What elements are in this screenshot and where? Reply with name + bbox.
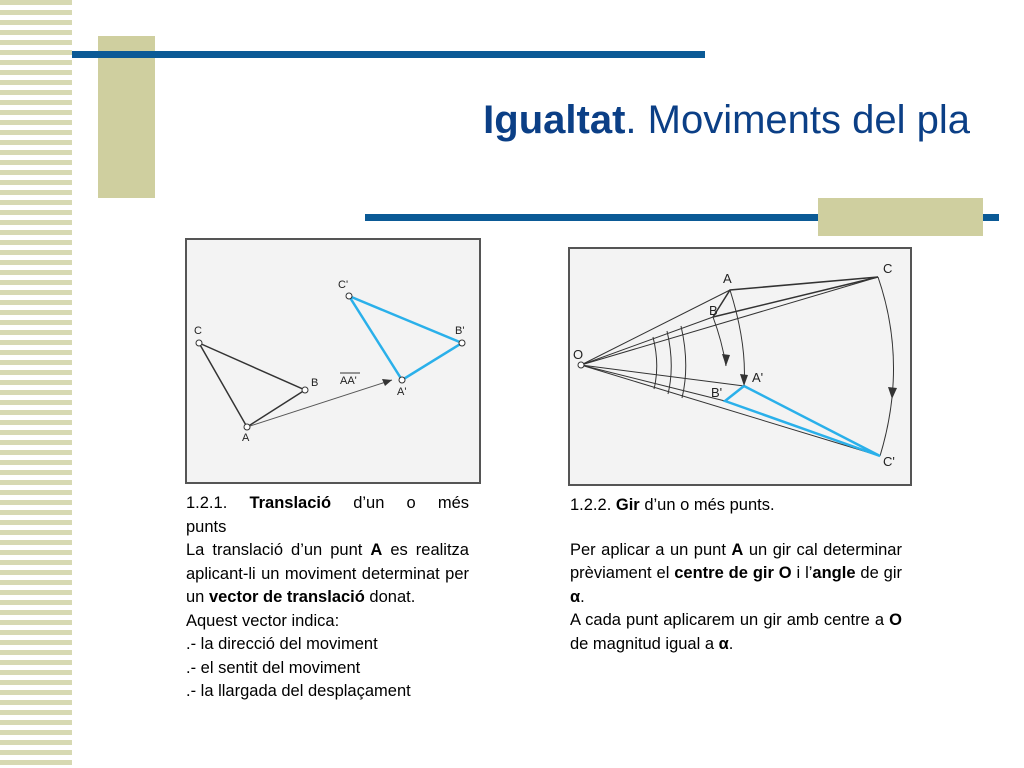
list-item: .- el sentit del moviment (186, 658, 361, 677)
arrow-c (888, 387, 897, 399)
list-item: .- la direcció del moviment (186, 635, 378, 653)
title-rest: . Moviments del pla (625, 98, 970, 142)
rotation-text (570, 494, 902, 656)
label-o: O (573, 347, 584, 362)
translation-heading: 1.2.1. Translació d’un o més (186, 494, 470, 512)
translation-paragraph: La translació d’un punt A es realitza aplicant-li un moviment determinat per un vector de translació donat. (186, 541, 469, 606)
left-stripe-decoration (0, 0, 72, 768)
point-c (196, 340, 202, 346)
label-c-prime: C' (883, 454, 895, 469)
beige-block-decoration (98, 36, 155, 198)
triangle-abc (199, 343, 305, 427)
arrow-a (740, 374, 748, 386)
label-b-prime: B' (455, 325, 465, 337)
point-b-prime (459, 340, 465, 346)
translation-heading-cont: punts (186, 517, 227, 536)
top-blue-bar (72, 51, 705, 58)
translation-text (186, 492, 469, 704)
label-a: A (242, 432, 250, 444)
label-vector: AA' (340, 375, 357, 387)
rotation-diagram (570, 249, 910, 484)
label-b: B (311, 377, 319, 389)
list-item: .- la llargada del desplaçament (186, 682, 411, 700)
ray-ob-prime (581, 365, 725, 401)
label-c-prime: C' (338, 279, 349, 291)
translation-figure (185, 238, 481, 484)
rotation-paragraph-2: A cada punt aplicarem un gir amb centre a O de magnitud igual a α. (570, 611, 902, 653)
title-bold: Igualtat (483, 98, 626, 142)
ray-ob (581, 317, 713, 365)
angle-arc-3 (681, 326, 686, 398)
beige-block-right-decoration (818, 198, 983, 236)
label-c: C (883, 261, 893, 276)
triangle-abc-side (713, 277, 878, 317)
rotation-paragraph-1: Per aplicar a un punt A un gir cal determinar prèviament el centre de gir O i l’angle de gir α. (570, 540, 902, 606)
ray-oc-prime (581, 365, 880, 456)
translation-diagram (187, 240, 479, 482)
arrow-b (722, 354, 730, 366)
label-a-prime: A' (397, 386, 407, 398)
slide-title (483, 96, 970, 144)
rotation-figure (568, 247, 912, 486)
vector-arrowhead (382, 379, 392, 386)
label-b: B (709, 303, 718, 318)
triangle-abc-prime (349, 296, 465, 380)
triangle-abc-prime (725, 386, 880, 456)
ray-oa-prime (581, 365, 744, 386)
translation-vector-intro: Aquest vector indica: (186, 611, 340, 630)
angle-arc-2 (667, 331, 671, 394)
rotation-heading: 1.2.2. Gir d’un o més punts. (570, 496, 775, 514)
angle-arc-1 (653, 337, 657, 389)
rotation-arc-c (878, 277, 894, 456)
label-b-prime: B' (711, 385, 723, 400)
point-b (302, 387, 308, 393)
translation-vector-line (247, 380, 392, 427)
label-c: C (194, 325, 202, 337)
label-a: A (723, 271, 732, 286)
point-a (244, 424, 250, 430)
rotation-arc-a (730, 290, 744, 386)
point-a-prime (399, 377, 405, 383)
point-o (578, 362, 584, 368)
label-a-prime: A' (752, 370, 764, 385)
point-c-prime (346, 293, 352, 299)
